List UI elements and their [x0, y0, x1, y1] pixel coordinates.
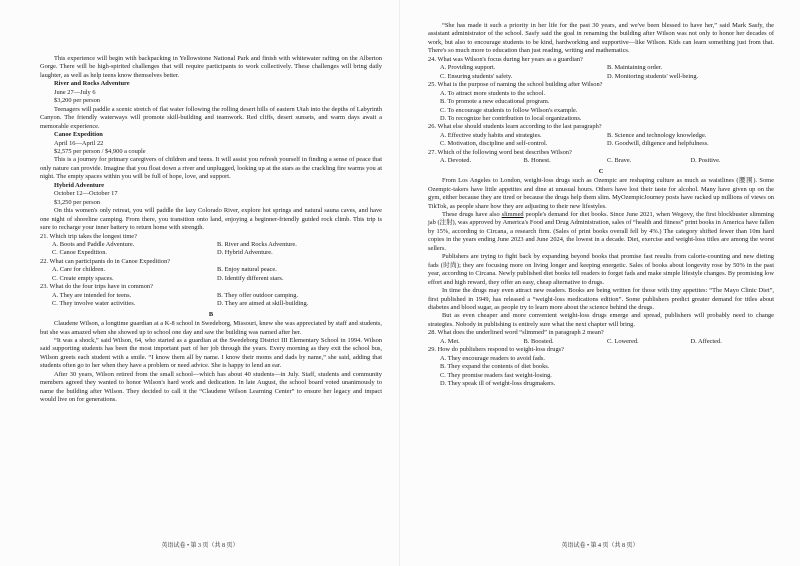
intro-paragraph: This experience will begin with backpacking in Yellowstone National Park and finish with whitewater rafting on the Alberton Gorge. There will be high-spirited challenges that will require participants to work collectively. These challenges will bring daily laughter, as well as help teens know themselves better. — [40, 55, 382, 79]
option-b: B. River and Rocks Adventure. — [217, 240, 297, 248]
passage-c-paragraph: Publishers are trying to fight back by expanding beyond books that promise fast results from calorie-counting and new dieting fads (时尚); they are focusing more on living longer and keeping energetic. Sales of books about longevity rose by 50% in the past year, according to Circana. Newly published diet books tell readers to forget fads and make simple lifestyle changes. By promising low effort and high reward, they offer an easy, cheap alternative to drugs. — [428, 253, 774, 286]
question-stem: 24. What was Wilson's focus during her years as a guardian? — [428, 55, 583, 63]
passage-c-paragraph: From Los Angeles to London, weight-loss drugs such as Ozempic are reshaping culture as much as waistlines (腰围). Some Ozempic-takers have little appetites and dine at unusual hours. Others have lost their taste for alcohol. Many have given up on the gym, either because they are tired or because the drugs help them slim. MyOzempicJourney posts have racked up millions of views on TikTok, as people share how they are adjusting to their new lifestyles. — [428, 177, 774, 210]
option-c: C. Lowered. — [607, 337, 639, 345]
option-a: A. They encourage readers to avoid fads. — [440, 354, 545, 362]
question-stem: 28. What does the underlined word “slimmed” in paragraph 2 mean? — [428, 329, 604, 337]
option-d: D. To recognize her contribution to local organizations. — [440, 114, 582, 122]
question-stem: 23. What do the four trips have in common? — [40, 283, 153, 291]
passage-c-paragraph: But as even cheaper and more convenient weight-loss drugs emerge and spread, publishers will probably need to change strategies. Nobody in publishing is entirely sure what the next chapter will bring. — [428, 312, 774, 328]
question-24 — [428, 56, 774, 81]
section-c-heading: C — [598, 167, 604, 175]
option-d: D. Goodwill, diligence and helpfulness. — [607, 140, 709, 148]
trip-dates: October 12—October 17 — [54, 190, 118, 198]
passage-b-paragraph: Claudene Wilson, a longtime guardian at a K-8 school in Swedeborg, Missouri, knew she was appreciated by staff and students, but she was amazed when she showed up to school one day and saw the building was named after her. — [40, 320, 382, 336]
options — [428, 132, 774, 149]
options — [40, 292, 382, 309]
option-d: D. Hybrid Adventure. — [217, 249, 273, 257]
option-a: A. Care for children. — [52, 266, 106, 274]
trip-dates: June 27—July 6 — [54, 88, 96, 96]
option-b: B. Maintaining order. — [607, 64, 663, 72]
trip-hybrid-adventure — [40, 182, 382, 233]
page-footer: 英语试卷 • 第 4 页（共 8 页） — [561, 542, 639, 549]
trip-price: $2,575 per person / $4,900 a couple — [54, 147, 146, 155]
option-d: D. Positive. — [690, 157, 721, 165]
option-a: A. Providing support. — [440, 64, 496, 72]
trip-description: On this women's only retreat, you will paddle the lazy Colorado River, explore hot springs and natural sauna caves, and have one night of shoreline camping. From there, you transition onto land, enjoying a beginner-friendly guided rock climb. This trip is sure to recharge your inner battery to return home with strength. — [40, 207, 382, 232]
option-d: D. Affected. — [690, 337, 722, 345]
exam-page-4 — [400, 0, 800, 566]
option-a: A. To attract more students to the school. — [440, 89, 546, 97]
option-b: B. They expand the contents of diet books. — [440, 363, 550, 371]
option-b: B. Boosted. — [523, 337, 554, 345]
option-c: C. They involve water activities. — [52, 300, 136, 308]
option-a: A. They are intended for teens. — [52, 291, 132, 299]
option-c: C. Brave. — [607, 157, 632, 165]
passage-b-paragraph: “She has made it such a priority in her life for the past 30 years, and we've been blessed to have her,” said Mark Sasfy, the assistant administrator of the school. Sasfy said the goal in renaming the building after Wilson was not only to honor her decades of work, but also to encourage students to be kind, hardworking and supportive—like Wilson. Kids can learn something just from that. There's so much more to education than just reading, writing and mathematics. — [428, 22, 774, 55]
trip-river-and-rocks — [40, 80, 382, 131]
question-29 — [428, 346, 774, 388]
trip-title: River and Rocks Adventure — [54, 80, 130, 88]
passage-b-paragraph: “It was a shock,” said Wilson, 64, who started as a guardian at the Swedeborg District III Elementary School in 1994. Wilson said supporting students has been the most important part of her job through the years. Every morning as they exit the school bus, Wilson greets each student with a smile. “I know them all by name. I know their moms and dads by name,” she said, adding that students often go to her when they have a problem or need advice. She is happy to lend an ear. — [40, 336, 382, 370]
option-c: C. Motivation, discipline and self-control. — [440, 140, 548, 148]
trip-description: Teenagers will paddle a scenic stretch of flat water following the rolling desert hills of eastern Utah into the depths of Labyrinth Canyon. The friendly waterways will promote skill-building and teamwork. Red cliffs, desert sunsets, and warm days await a memorable experience. — [40, 105, 382, 130]
option-d: D. They speak ill of weight-loss drugmakers. — [440, 380, 556, 388]
trip-dates: April 16—April 22 — [54, 139, 104, 147]
trip-description: This is a journey for primary caregivers of children and teens. It will assist you refresh yourself in finding a sense of peace that only nature can provide. Imagine that you float down a river and unplugged, looking up at the stars as the crackling fire warms you at night. The empty spaces within you will be full of hope, love, and support. — [40, 156, 382, 181]
options — [40, 266, 382, 283]
trip-price: $3,200 per person — [54, 97, 100, 105]
option-c: C. Ensuring students' safety. — [440, 72, 513, 80]
passage-b-paragraph: After 30 years, Wilson retired from the small school—which has about 40 students—in July. Staff, students and community members agreed they wanted to honor Wilson's hard work and dedication. In late August, the school board voted unanimously to name the building after Wilson. They decided to call it the “Claudene Wilson Learning Center” to ensure her legacy and impact would live on for generations. — [40, 370, 382, 404]
option-d: D. Identify different stars. — [217, 274, 284, 282]
question-25 — [428, 81, 774, 123]
passage-c-paragraph: These drugs have also slimmed people's demand for diet books. Since June 2021, when Wegovy, the first blockbuster slimming jab (注射), was approved by America's Food and Drug Administration, sales of “health and fitness” print books in America have fallen by 15%, according to Circana, a research firm. (Sales of print books overall fell by 4%.) The category shifted fewer than 10m hard copies in the years ending June 2023 and June 2024, the lowest in a decade. Diet, exercise and weight-loss titles are among the worst sellers. — [428, 210, 774, 252]
option-c: C. To encourage students to follow Wilson's example. — [440, 106, 578, 114]
option-c: C. They promise readers fast weight-losing. — [440, 371, 552, 379]
option-b: B. Science and technology knowledge. — [607, 131, 707, 139]
trip-price: $3,250 per person — [54, 198, 100, 206]
section-b-heading: B — [208, 310, 214, 318]
underlined-word: slimmed — [501, 210, 524, 218]
option-a: A. Effective study habits and strategies. — [440, 131, 542, 139]
question-stem: 27. Which of the following word best describes Wilson? — [428, 148, 572, 156]
question-27 — [428, 149, 774, 166]
question-23 — [40, 283, 382, 308]
page-footer: 英语试卷 • 第 3 页（共 8 页） — [161, 542, 239, 549]
option-d: D. They are aimed at skill-building. — [217, 300, 309, 308]
option-a: A. Boots and Paddle Adventure. — [52, 240, 135, 248]
option-b: B. To promote a new educational program. — [440, 98, 550, 106]
question-28 — [428, 329, 774, 346]
trip-title: Canoe Expedition — [54, 131, 103, 139]
options — [40, 241, 382, 258]
options — [428, 64, 774, 81]
question-22 — [40, 258, 382, 283]
question-stem: 25. What is the purpose of naming the school building after Wilson? — [428, 81, 603, 89]
option-d: D. Monitoring students' well-being. — [607, 72, 699, 80]
option-b: B. They offer outdoor camping. — [217, 291, 299, 299]
option-b: B. Enjoy natural peace. — [217, 266, 277, 274]
question-stem: 22. What can participants do in Canoe Expedition? — [40, 257, 171, 265]
passage-c-paragraph: In time the drugs may even attract new readers. Books are being written for those with tiny appetites: “The Mayo Clinic Diet”, first published in 1949, has released a “weight-loss medications edition”. Some publishers predict greater demand for titles about diabetes and blood sugar, as people try to learn more about the science behind the drugs. — [428, 287, 774, 311]
options — [428, 338, 774, 346]
question-stem: 29. How do publishers respond to weight-loss drugs? — [428, 346, 564, 354]
question-26 — [428, 123, 774, 148]
option-c: C. Create empty spaces. — [52, 274, 114, 282]
options — [428, 157, 774, 165]
option-c: C. Canoe Expedition. — [52, 249, 108, 257]
option-b: B. Honest. — [523, 157, 551, 165]
question-21 — [40, 233, 382, 258]
option-a: A. Met. — [440, 337, 460, 345]
option-a: A. Devoted. — [440, 157, 472, 165]
question-stem: 21. Which trip takes the longest time? — [40, 232, 137, 240]
trip-canoe-expedition — [40, 131, 382, 182]
trip-title: Hybrid Adventure — [54, 181, 105, 189]
question-stem: 26. What else should students learn according to the last paragraph? — [428, 123, 602, 131]
